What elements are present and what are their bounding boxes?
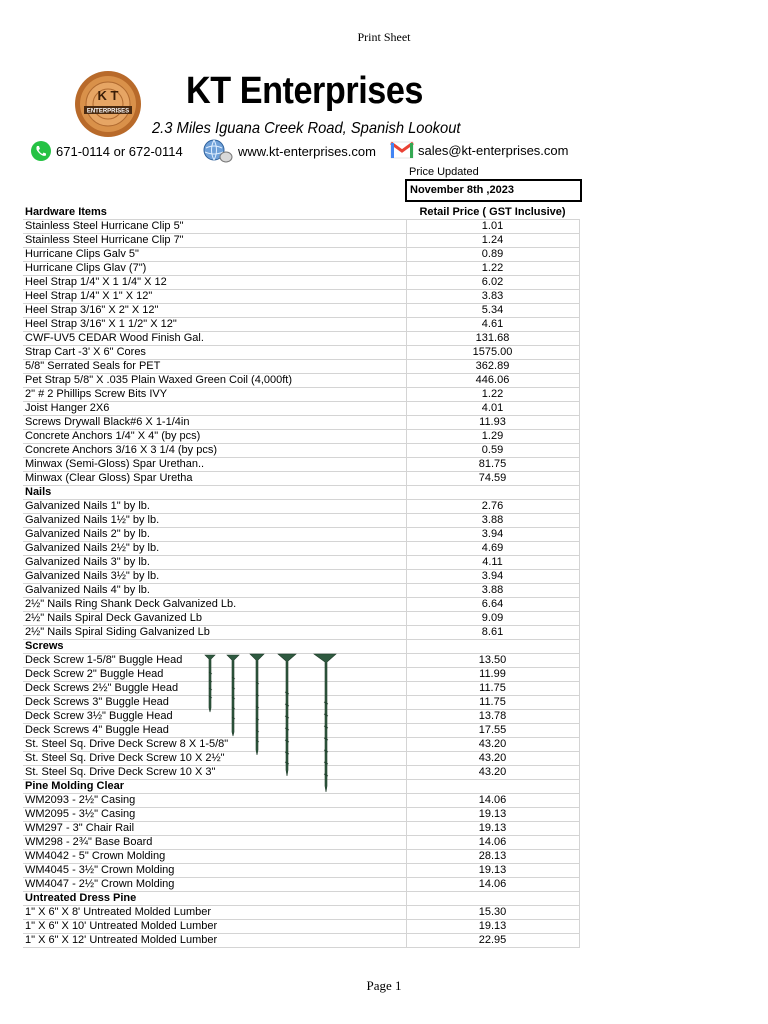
item-price: 43.20 — [406, 738, 579, 752]
table-row — [23, 430, 579, 444]
table-row — [23, 276, 579, 290]
item-price: 13.78 — [406, 710, 579, 724]
company-name: KT Enterprises — [186, 70, 423, 112]
table-row — [23, 808, 579, 822]
table-header-row — [23, 206, 579, 220]
item-name: Galvanized Nails 3" by lb. — [23, 556, 406, 570]
table-row — [23, 318, 579, 332]
item-price: 19.13 — [406, 808, 579, 822]
item-name: 1" X 6" X 10' Untreated Molded Lumber — [23, 920, 406, 934]
page-number: Page 1 — [366, 978, 402, 993]
item-price: 0.89 — [406, 248, 579, 262]
item-price: 131.68 — [406, 332, 579, 346]
table-row — [23, 570, 579, 584]
item-price: 19.13 — [406, 864, 579, 878]
table-row — [23, 290, 579, 304]
section-header-row — [23, 892, 579, 906]
price-updated-label: Price Updated — [409, 166, 479, 178]
price-updated-date: November 8th ,2023 — [405, 179, 582, 202]
item-name: WM2093 - 2½" Casing — [23, 794, 406, 808]
table-row — [23, 612, 579, 626]
item-name: Strap Cart -3' X 6" Cores — [23, 346, 406, 360]
table-row — [23, 346, 579, 360]
table-row — [23, 248, 579, 262]
table-row — [23, 220, 579, 234]
item-name: 2½" Nails Ring Shank Deck Galvanized Lb. — [23, 598, 406, 612]
item-name: Deck Screws 2½" Buggle Head — [23, 682, 406, 696]
item-name: Galvanized Nails 2½" by lb. — [23, 542, 406, 556]
item-price: 74.59 — [406, 472, 579, 486]
item-price: 446.06 — [406, 374, 579, 388]
table-row — [23, 920, 579, 934]
item-price: 1.22 — [406, 388, 579, 402]
item-name: Deck Screw 3½" Buggle Head — [23, 710, 406, 724]
item-price: 3.88 — [406, 514, 579, 528]
item-name: Heel Strap 1/4" X 1 1/4" X 12 — [23, 276, 406, 290]
item-price: 14.06 — [406, 836, 579, 850]
phone-numbers: 671-0114 or 672-0114 — [56, 143, 183, 159]
table-row — [23, 556, 579, 570]
table-row — [23, 528, 579, 542]
item-name: Hurricane Clips Galv 5" — [23, 248, 406, 262]
table-row — [23, 514, 579, 528]
logo-letters: K T — [97, 88, 119, 103]
item-name: 5/8" Serrated Seals for PET — [23, 360, 406, 374]
table-row — [23, 542, 579, 556]
table-row — [23, 934, 579, 948]
whatsapp-icon — [30, 140, 52, 162]
table-row — [23, 388, 579, 402]
item-price: 11.93 — [406, 416, 579, 430]
item-price: 14.06 — [406, 794, 579, 808]
item-price: 1.22 — [406, 262, 579, 276]
item-name: Galvanized Nails 4" by lb. — [23, 584, 406, 598]
item-price: 43.20 — [406, 766, 579, 780]
item-name: St. Steel Sq. Drive Deck Screw 10 X 2½" — [23, 752, 406, 766]
item-name: Concrete Anchors 3/16 X 3 1/4 (by pcs) — [23, 444, 406, 458]
item-price: 3.83 — [406, 290, 579, 304]
table-row — [23, 234, 579, 248]
item-price: 14.06 — [406, 878, 579, 892]
item-price: 11.75 — [406, 682, 579, 696]
item-name: Pet Strap 5/8" X .035 Plain Waxed Green Coil (4,000ft) — [23, 374, 406, 388]
section-title: Untreated Dress Pine — [23, 892, 406, 906]
item-name: St. Steel Sq. Drive Deck Screw 10 X 3" — [23, 766, 406, 780]
item-name: Stainless Steel Hurricane Clip 7" — [23, 234, 406, 248]
item-price: 1.24 — [406, 234, 579, 248]
item-name: 1" X 6" X 12' Untreated Molded Lumber — [23, 934, 406, 948]
item-name: Concrete Anchors 1/4" X 4" (by pcs) — [23, 430, 406, 444]
item-name: 2½" Nails Spiral Siding Galvanized Lb — [23, 626, 406, 640]
item-price: 2.76 — [406, 500, 579, 514]
item-price: 6.64 — [406, 598, 579, 612]
item-name: Minwax (Semi-Gloss) Spar Urethan.. — [23, 458, 406, 472]
item-price: 4.01 — [406, 402, 579, 416]
section-header-row — [23, 486, 579, 500]
item-name: Minwax (Clear Gloss) Spar Uretha — [23, 472, 406, 486]
item-price: 8.61 — [406, 626, 579, 640]
section-price-cell — [406, 486, 579, 500]
section-title: Nails — [23, 486, 406, 500]
item-name: WM4045 - 3½" Crown Molding — [23, 864, 406, 878]
item-price: 81.75 — [406, 458, 579, 472]
item-name: Heel Strap 3/16" X 2" X 12" — [23, 304, 406, 318]
section-price-cell — [406, 892, 579, 906]
deck-screws-image — [200, 652, 350, 794]
table-row — [23, 850, 579, 864]
phone-contact — [30, 140, 183, 162]
item-name: Galvanized Nails 3½" by lb. — [23, 570, 406, 584]
table-row — [23, 878, 579, 892]
table-row — [23, 262, 579, 276]
table-row — [23, 472, 579, 486]
gmail-icon — [390, 140, 414, 160]
item-price: 11.75 — [406, 696, 579, 710]
item-name: 1" X 6" X 8' Untreated Molded Lumber — [23, 906, 406, 920]
item-name: Hurricane Clips Glav (7") — [23, 262, 406, 276]
item-name: Deck Screws 3" Buggle Head — [23, 696, 406, 710]
item-price: 1.29 — [406, 430, 579, 444]
item-name: Galvanized Nails 1" by lb. — [23, 500, 406, 514]
item-name: WM298 - 2¾" Base Board — [23, 836, 406, 850]
item-name: WM4042 - 5" Crown Molding — [23, 850, 406, 864]
item-name: Stainless Steel Hurricane Clip 5" — [23, 220, 406, 234]
table-row — [23, 304, 579, 318]
section-title: Screws — [23, 640, 406, 654]
item-name: Galvanized Nails 1½" by lb. — [23, 514, 406, 528]
item-price: 6.02 — [406, 276, 579, 290]
item-name: Joist Hanger 2X6 — [23, 402, 406, 416]
company-address: 2.3 Miles Iguana Creek Road, Spanish Lookout — [152, 120, 461, 137]
table-row — [23, 374, 579, 388]
print-sheet-title: Print Sheet — [357, 30, 411, 44]
table-row — [23, 626, 579, 640]
table-row — [23, 458, 579, 472]
item-price: 4.11 — [406, 556, 579, 570]
item-price: 4.69 — [406, 542, 579, 556]
table-row — [23, 836, 579, 850]
item-price: 13.50 — [406, 654, 579, 668]
item-name: CWF-UV5 CEDAR Wood Finish Gal. — [23, 332, 406, 346]
section-price-cell — [406, 640, 579, 654]
item-name: Deck Screws 4" Buggle Head — [23, 724, 406, 738]
item-name: Heel Strap 1/4" X 1" X 12" — [23, 290, 406, 304]
header-item: Hardware Items — [23, 206, 406, 220]
item-name: WM4047 - 2½" Crown Molding — [23, 878, 406, 892]
item-price: 43.20 — [406, 752, 579, 766]
table-row — [23, 332, 579, 346]
item-price: 3.94 — [406, 570, 579, 584]
item-price: 1575.00 — [406, 346, 579, 360]
item-price: 1.01 — [406, 220, 579, 234]
item-name: Deck Screw 2" Buggle Head — [23, 668, 406, 682]
website-contact — [202, 138, 376, 164]
item-price: 5.34 — [406, 304, 579, 318]
item-price: 11.99 — [406, 668, 579, 682]
price-table — [23, 206, 580, 948]
section-price-cell — [406, 780, 579, 794]
table-row — [23, 864, 579, 878]
item-name: WM297 - 3" Chair Rail — [23, 822, 406, 836]
table-row — [23, 444, 579, 458]
item-name: 2½" Nails Spiral Deck Gavanized Lb — [23, 612, 406, 626]
item-price: 19.13 — [406, 822, 579, 836]
item-price: 4.61 — [406, 318, 579, 332]
item-price: 19.13 — [406, 920, 579, 934]
item-name: Galvanized Nails 2" by lb. — [23, 528, 406, 542]
table-row — [23, 584, 579, 598]
item-price: 17.55 — [406, 724, 579, 738]
website-link[interactable]: www.kt-enterprises.com — [238, 143, 376, 159]
table-row — [23, 822, 579, 836]
table-row — [23, 500, 579, 514]
table-row — [23, 360, 579, 374]
item-name: St. Steel Sq. Drive Deck Screw 8 X 1-5/8" — [23, 738, 406, 752]
item-name: Screws Drywall Black#6 X 1-1/4in — [23, 416, 406, 430]
item-price: 0.59 — [406, 444, 579, 458]
section-title: Pine Molding Clear — [23, 780, 406, 794]
email-contact — [390, 140, 568, 160]
item-price: 3.94 — [406, 528, 579, 542]
globe-mouse-icon — [202, 138, 234, 164]
item-price: 15.30 — [406, 906, 579, 920]
table-row — [23, 598, 579, 612]
table-row — [23, 906, 579, 920]
item-name: Deck Screw 1-5/8" Buggle Head — [23, 654, 406, 668]
kt-logo — [74, 70, 142, 138]
item-price: 9.09 — [406, 612, 579, 626]
item-price: 28.13 — [406, 850, 579, 864]
logo-caption: ENTERPRISES — [86, 108, 130, 115]
email-link[interactable]: sales@kt-enterprises.com — [418, 142, 569, 158]
item-price: 3.88 — [406, 584, 579, 598]
item-price: 22.95 — [406, 934, 579, 948]
item-name: WM2095 - 3½" Casing — [23, 808, 406, 822]
table-row — [23, 416, 579, 430]
item-name: Heel Strap 3/16" X 1 1/2" X 12" — [23, 318, 406, 332]
header-price: Retail Price ( GST Inclusive) — [406, 206, 579, 220]
table-row — [23, 794, 579, 808]
item-price: 362.89 — [406, 360, 579, 374]
item-name: 2" # 2 Phillips Screw Bits IVY — [23, 388, 406, 402]
table-row — [23, 402, 579, 416]
contact-row — [30, 138, 590, 164]
